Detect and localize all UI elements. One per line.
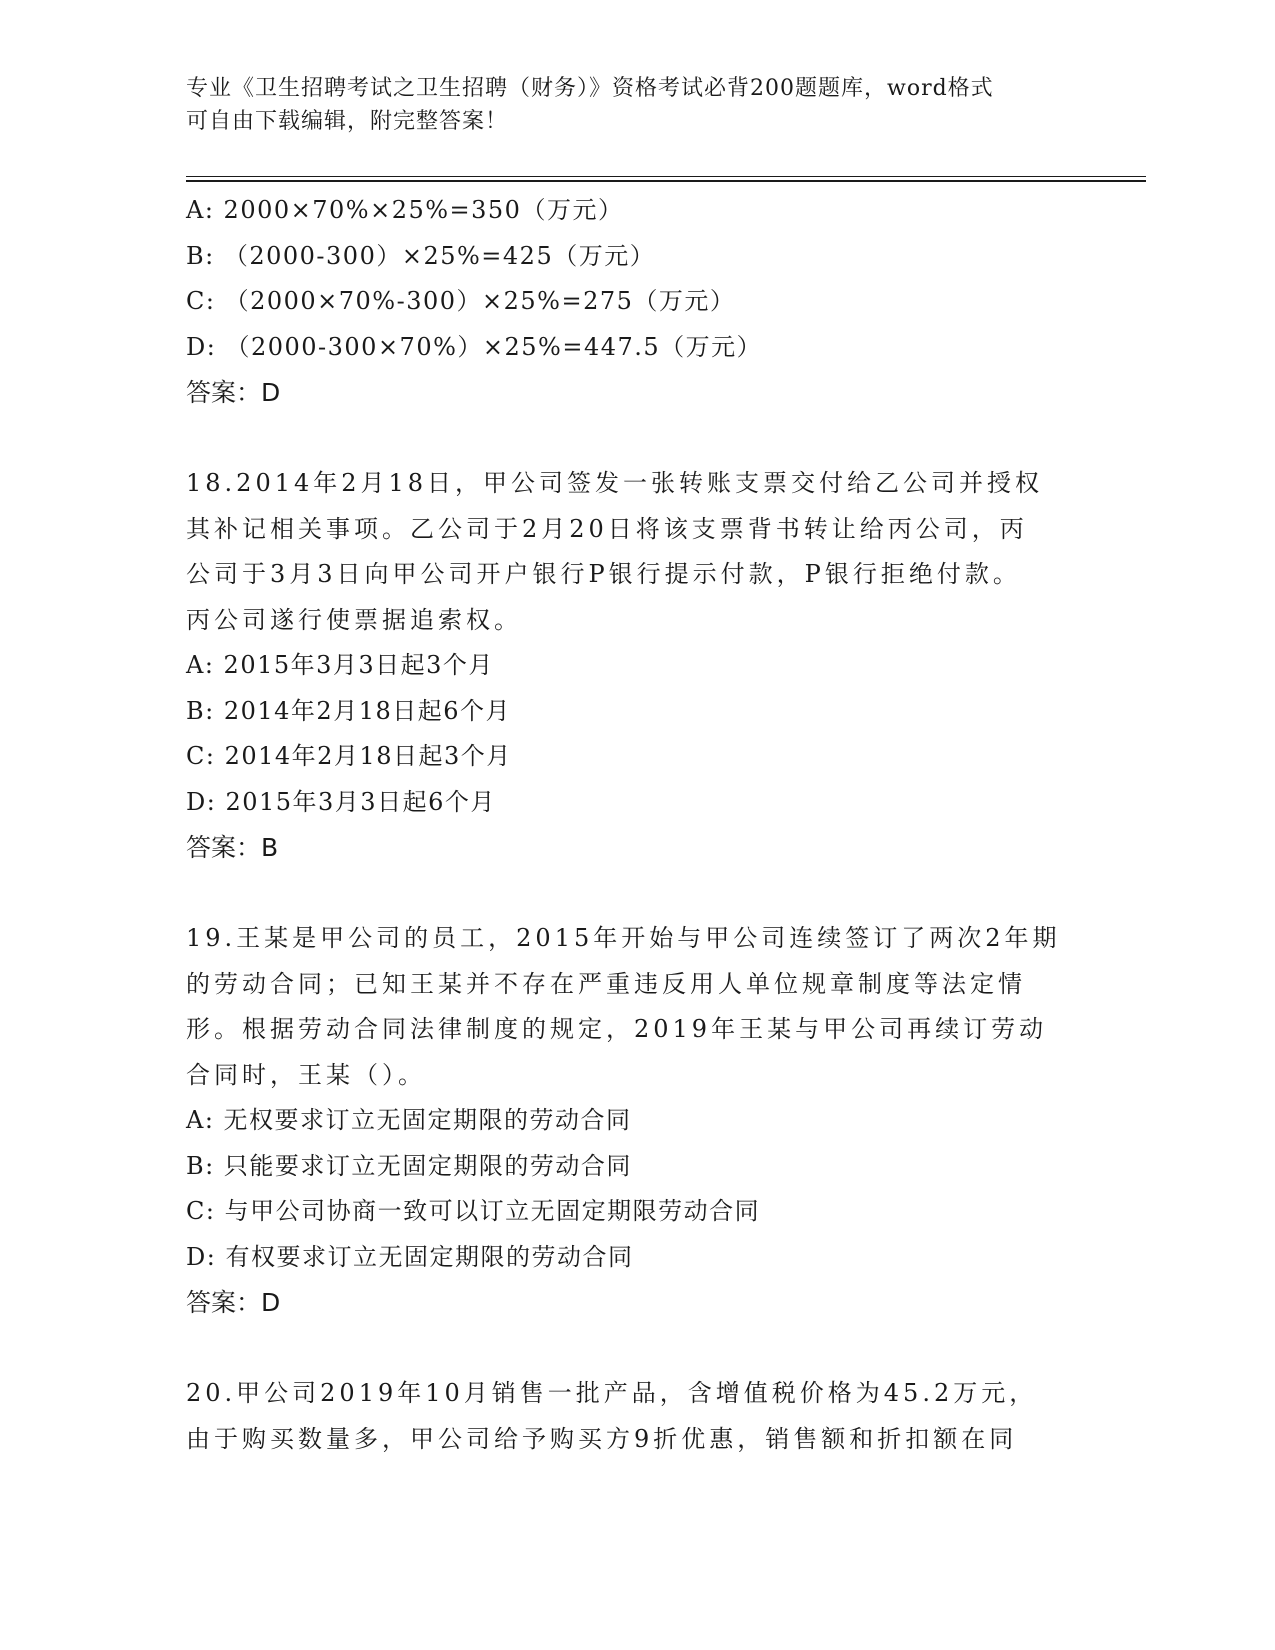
stem-line: 形。根据劳动合同法律制度的规定，2019年王某与甲公司再续订劳动	[186, 1015, 1048, 1043]
question-stem	[186, 461, 1066, 643]
stem-line: 其补记相关事项。乙公司于2月20日将该支票背书转让给丙公司，丙	[186, 514, 1028, 543]
question-19	[186, 916, 1066, 1326]
stem-line: 丙公司遂行使票据追索权。	[186, 605, 522, 634]
stem-line: 合同时，王某（）。	[186, 1060, 426, 1089]
question-stem	[186, 916, 1066, 1098]
option-c: C: （2000×70%-300）×25%=275（万元）	[186, 287, 736, 315]
option-a: A: 无权要求订立无固定期限的劳动合同	[186, 1106, 632, 1134]
question-stem	[186, 1371, 1066, 1462]
option-b: B: 只能要求订立无固定期限的劳动合同	[186, 1151, 632, 1180]
option-b: B: （2000-300）×25%=425（万元）	[186, 241, 656, 270]
stem-line: 公司于3月3日向甲公司开户银行P银行提示付款，P银行拒绝付款。	[186, 560, 1021, 588]
option-c: C: 与甲公司协商一致可以订立无固定期限劳动合同	[186, 1197, 761, 1225]
question-list	[186, 188, 1066, 1462]
stem-line: 由于购买数量多，甲公司给予购买方9折优惠，销售额和折扣额在同	[186, 1424, 1018, 1453]
answer: 答案：D	[186, 378, 281, 407]
stem-line: 的劳动合同；已知王某并不存在严重违反用人单位规章制度等法定情	[186, 969, 1026, 998]
stem-line: 18.2014年2月18日，甲公司签发一张转账支票交付给乙公司并授权	[186, 469, 1044, 497]
option-d: D: 有权要求订立无固定期限的劳动合同	[186, 1242, 634, 1271]
question-17	[186, 188, 1066, 416]
document-header	[186, 72, 1086, 138]
option-a: A: 2000×70%×25%=350（万元）	[186, 196, 624, 224]
header-divider-thick	[186, 180, 1146, 182]
question-20	[186, 1371, 1066, 1462]
option-c: C: 2014年2月18日起3个月	[186, 742, 512, 770]
stem-line: 19.王某是甲公司的员工，2015年开始与甲公司连续签订了两次2年期	[186, 924, 1061, 952]
stem-line: 20.甲公司2019年10月销售一批产品，含增值税价格为45.2万元，	[186, 1379, 1038, 1407]
option-d: D: （2000-300×70%）×25%=447.5（万元）	[186, 332, 763, 361]
answer: 答案：B	[186, 833, 279, 862]
header-line-1: 专业《卫生招聘考试之卫生招聘（财务）》资格考试必背200题题库，word格式	[186, 76, 994, 101]
answer: 答案：D	[186, 1288, 281, 1317]
option-a: A: 2015年3月3日起3个月	[186, 651, 494, 679]
header-divider-thin	[186, 176, 1146, 177]
option-d: D: 2015年3月3日起6个月	[186, 787, 496, 816]
question-18	[186, 461, 1066, 871]
header-line-2: 可自由下载编辑，附完整答案！	[186, 109, 509, 134]
option-b: B: 2014年2月18日起6个月	[186, 696, 512, 725]
